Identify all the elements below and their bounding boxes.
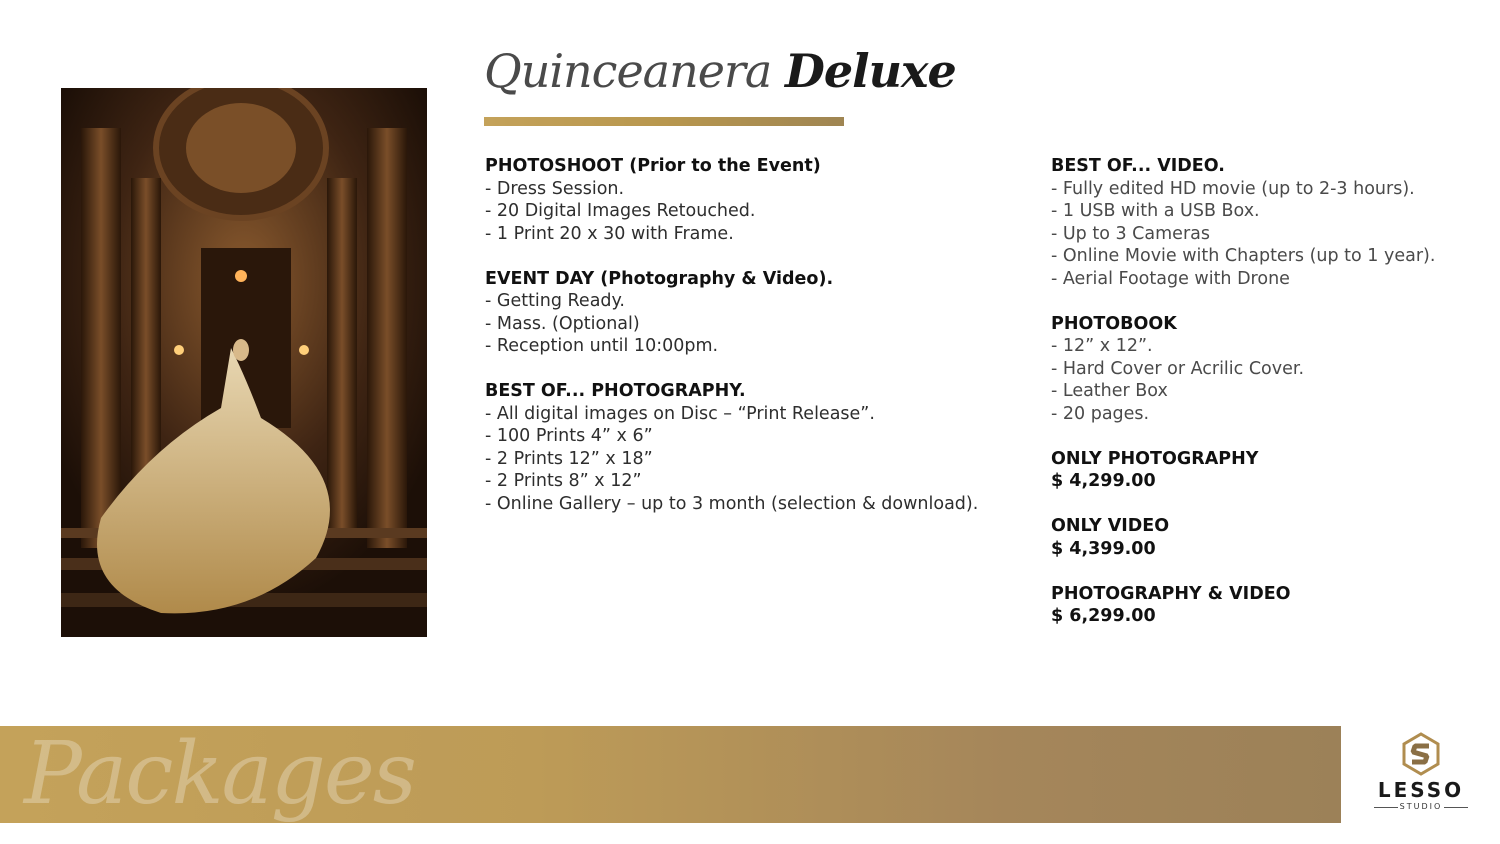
list-item: - Online Gallery – up to 3 month (selection & download). bbox=[485, 493, 979, 514]
logo-name: LESSO bbox=[1377, 778, 1465, 802]
title-underline bbox=[484, 117, 844, 126]
list-item: - 1 Print 20 x 30 with Frame. bbox=[485, 223, 734, 244]
list-item: - 20 Digital Images Retouched. bbox=[485, 201, 756, 221]
best-of-photography-section bbox=[485, 380, 1025, 515]
photoshoot-section bbox=[485, 155, 1025, 245]
title-part-1: Quinceanera bbox=[484, 44, 772, 98]
packages-band bbox=[0, 726, 1341, 823]
quinceanera-photo bbox=[61, 88, 427, 637]
price-only-video bbox=[1051, 515, 1491, 560]
list-item: - All digital images on Disc – “Print Release”. bbox=[485, 403, 875, 424]
list-item: - Aerial Footage with Drone bbox=[1051, 268, 1290, 289]
list-item: - Mass. (Optional) bbox=[485, 313, 640, 334]
list-item: - Fully edited HD movie (up to 2-3 hours). bbox=[1051, 178, 1415, 199]
packages-watermark: Packages bbox=[24, 726, 415, 823]
section-heading: EVENT DAY (Photography & Video). bbox=[485, 268, 834, 289]
page-title bbox=[484, 34, 956, 108]
list-item: - Up to 3 Cameras bbox=[1051, 223, 1210, 244]
list-item: - Online Movie with Chapters (up to 1 year). bbox=[1051, 246, 1436, 266]
list-item: - Getting Ready. bbox=[485, 291, 625, 311]
list-item: - 2 Prints 12” x 18” bbox=[485, 448, 653, 469]
section-heading: PHOTOSHOOT (Prior to the Event) bbox=[485, 156, 821, 176]
left-column bbox=[485, 155, 1025, 538]
title-part-2: Deluxe bbox=[784, 44, 956, 98]
price-only-photography bbox=[1051, 448, 1491, 493]
price-label: PHOTOGRAPHY & VIDEO bbox=[1051, 583, 1291, 604]
section-heading: PHOTOBOOK bbox=[1051, 313, 1177, 334]
lesso-s-logo-icon bbox=[1401, 732, 1441, 776]
list-item: - Dress Session. bbox=[485, 178, 625, 199]
logo-subtitle: STUDIO bbox=[1366, 802, 1476, 812]
event-day-section bbox=[485, 268, 1025, 358]
list-item: - 12” x 12”. bbox=[1051, 336, 1153, 356]
price-label: ONLY PHOTOGRAPHY bbox=[1051, 448, 1259, 469]
title-block bbox=[484, 34, 956, 108]
list-item: - 100 Prints 4” x 6” bbox=[485, 426, 653, 446]
list-item: - Reception until 10:00pm. bbox=[485, 336, 719, 356]
lesso-studio-logo bbox=[1366, 732, 1476, 822]
section-heading: BEST OF... PHOTOGRAPHY. bbox=[485, 381, 746, 401]
list-item: - Hard Cover or Acrilic Cover. bbox=[1051, 358, 1305, 379]
price-photography-video bbox=[1051, 583, 1491, 628]
price-label: ONLY VIDEO bbox=[1051, 516, 1170, 536]
list-item: - Leather Box bbox=[1051, 381, 1168, 401]
right-column bbox=[1051, 155, 1491, 650]
list-item: - 2 Prints 8” x 12” bbox=[485, 471, 642, 491]
section-heading: BEST OF... VIDEO. bbox=[1051, 156, 1225, 176]
best-of-video-section bbox=[1051, 155, 1491, 290]
price-amount: $ 6,299.00 bbox=[1051, 606, 1156, 626]
price-amount: $ 4,399.00 bbox=[1051, 538, 1156, 559]
photobook-section bbox=[1051, 313, 1491, 426]
list-item: - 1 USB with a USB Box. bbox=[1051, 201, 1260, 221]
list-item: - 20 pages. bbox=[1051, 403, 1150, 424]
price-amount: $ 4,299.00 bbox=[1051, 471, 1156, 491]
